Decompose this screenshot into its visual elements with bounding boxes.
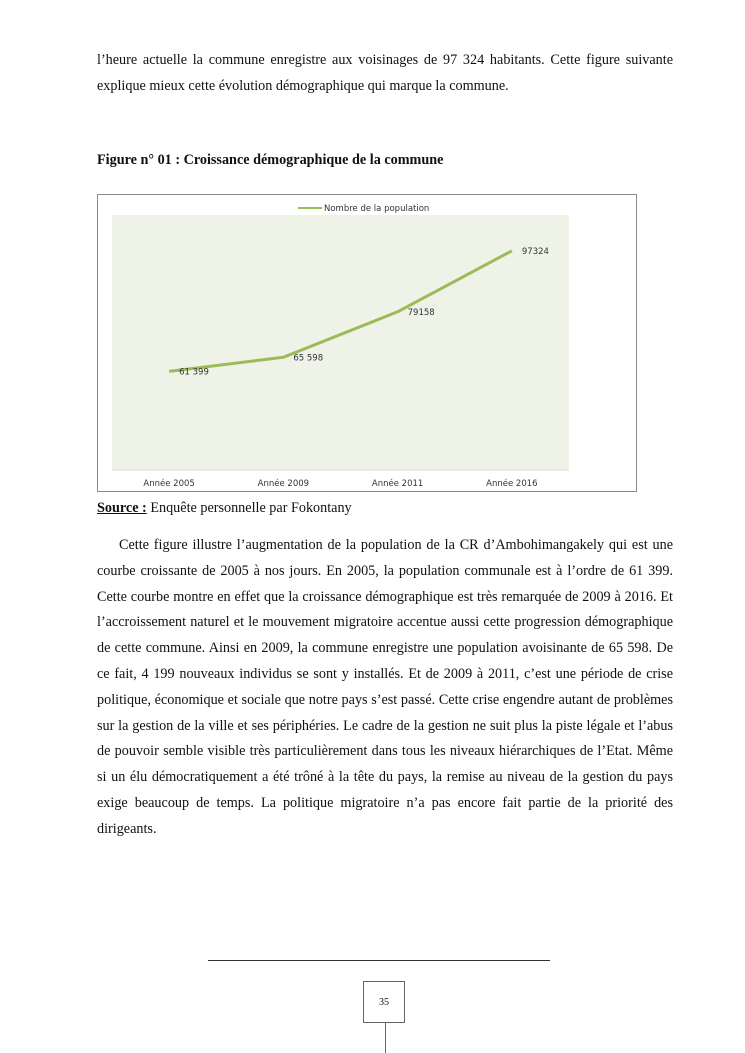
source-label: Source : [97, 500, 147, 516]
source-line [97, 500, 352, 517]
population-chart [97, 194, 637, 492]
page-number: 35 [363, 981, 405, 1023]
chart-canvas [98, 195, 638, 493]
source-text: Enquête personnelle par Fokontany [146, 500, 352, 516]
x-tick-label-3: Année 2016 [486, 479, 538, 489]
footer-rule [208, 960, 550, 961]
x-tick-label-0: Année 2005 [143, 479, 195, 489]
x-tick-label-1: Année 2009 [257, 479, 310, 489]
plot-area [112, 215, 569, 470]
data-label-2: 79158 [407, 307, 435, 318]
data-label-3: 97324 [521, 246, 549, 257]
figure-title: Figure n° 01 : Croissance démographique de la commune [97, 152, 444, 168]
page-number-stem [385, 1023, 386, 1053]
data-label-0: 61 399 [179, 367, 209, 378]
intro-paragraph: l’heure actuelle la commune enregistre aux voisinages de 97 324 habitants. Cette figure suivante explique mieux cette évolution démographique qui marque la commune. [97, 52, 673, 94]
data-label-1: 65 598 [293, 353, 324, 364]
legend-label: Nombre de la population [324, 204, 430, 214]
x-tick-label-2: Année 2011 [371, 479, 424, 489]
x-tick-layer [143, 478, 537, 489]
body-paragraph: Cette figure illustre l’augmentation de la population de la CR d’Ambohimangakely qui est une courbe croissante de 2005 à nos jours. En 2005, la population communale est à l’ordre de 61 399. Cette courbe montre en effet que la croissance démographique est très remarquée de 2009 à 2016. Et l’accroissement naturel et le mouvement migratoire accentue aussi cette progression démographique de cette commune. Ainsi en 2009, la commune enregistre une population avoisinante de 65 598. De ce fait, 4 199 nouveaux individus se sont y installés. Et de 2009 à 2011, c’est une période de crise politique, économique et sociale que notre pays s’est passé. Cette crise engendre autant de problèmes sur la gestion de la ville et ses périphéries. Le cadre de la gestion ne suit plus la piste légale et l’abus de pouvoir semble visible très particulièrement dans tous les niveaux hiérarchiques de l’Etat. Même si un élu démocratiquement a été trôné à la tête du pays, la remise au niveau de la gestion du pays exige beaucoup de temps. La politique migratoire n’a pas encore fait partie de la priorité des dirigeants. [97, 537, 673, 837]
